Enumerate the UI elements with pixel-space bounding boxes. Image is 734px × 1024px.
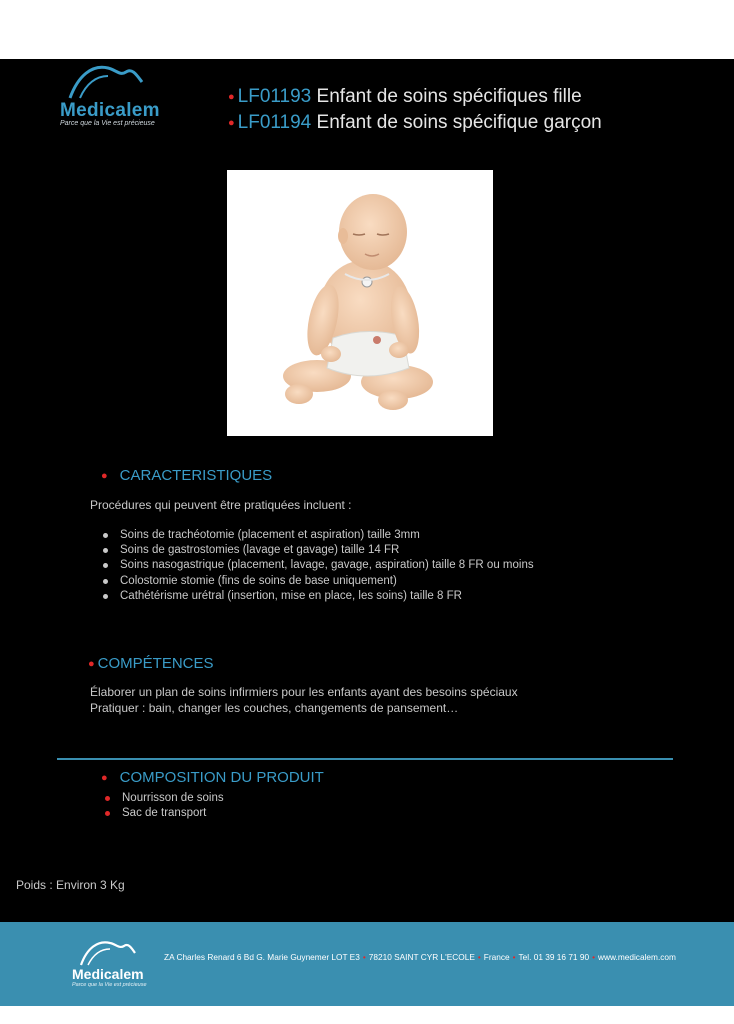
section-heading-caracteristiques [101, 467, 272, 484]
address-city: 78210 SAINT CYR L'ECOLE [368, 952, 475, 962]
list-item: Soins de trachéotomie (placement et aspiration) taille 3mm [102, 528, 534, 543]
bullet-icon: ● [101, 470, 108, 483]
footer-address [164, 952, 676, 962]
address-street: ZA Charles Renard 6 Bd G. Marie Guynemer LOT E3 [164, 952, 360, 962]
address-country: France [483, 952, 510, 962]
product-name: Enfant de soins spécifiques fille [316, 86, 582, 108]
section-heading-composition [101, 769, 324, 786]
product-ref: LF01194 [237, 112, 312, 134]
brand-name: Medicalem [72, 966, 144, 982]
baby-manikin-image [227, 170, 493, 436]
bullet-icon: ● [88, 658, 95, 671]
brand-tagline: Parce que la Vie est précieuse [72, 982, 147, 988]
section-divider [57, 758, 673, 760]
logo-swoosh-icon [78, 938, 138, 968]
bullet-icon: ● [228, 117, 235, 129]
caracteristiques-intro: Procédures qui peuvent être pratiquées incluent : [90, 498, 352, 512]
separator-dot-icon: • [362, 952, 366, 962]
list-item: Soins nasogastrique (placement, lavage, gavage, aspiration) taille 8 FR ou moins [102, 558, 534, 573]
separator-dot-icon: • [592, 952, 595, 962]
logo-swoosh-icon [66, 62, 146, 102]
list-item: Sac de transport [104, 806, 224, 821]
product-titles [228, 84, 602, 136]
product-name: Enfant de soins spécifique garçon [316, 112, 602, 134]
separator-dot-icon: • [512, 952, 516, 962]
bullet-icon: ● [228, 91, 235, 103]
website-link[interactable]: www.medicalem.com [598, 952, 676, 962]
product-ref: LF01193 [237, 86, 312, 108]
caracteristiques-list [102, 528, 534, 604]
list-item: Cathétérisme urétral (insertion, mise en place, les soins) taille 8 FR [102, 589, 534, 604]
section-heading-competences [88, 655, 214, 672]
product-photo [227, 170, 493, 436]
competences-line: Pratiquer : bain, changer les couches, changements de pansement… [90, 701, 459, 715]
brand-name: Medicalem [60, 100, 160, 121]
list-item: Colostomie stomie (fins de soins de base uniquement) [102, 574, 534, 589]
composition-list [104, 791, 224, 821]
heading-text: COMPOSITION DU PRODUIT [119, 769, 324, 786]
address-phone: Tel. 01 39 16 71 90 [518, 952, 590, 962]
footer-logo [72, 938, 154, 994]
heading-text: CARACTERISTIQUES [119, 467, 273, 484]
competences-line: Élaborer un plan de soins infirmiers pour les enfants ayant des besoins spéciaux [90, 685, 518, 699]
brand-logo [58, 62, 176, 128]
product-title [228, 84, 602, 110]
heading-text: COMPÉTENCES [97, 655, 214, 672]
weight-info: Poids : Environ 3 Kg [16, 878, 125, 892]
list-item: Nourrisson de soins [104, 791, 224, 806]
product-title [228, 110, 602, 136]
list-item: Soins de gastrostomies (lavage et gavage) taille 14 FR [102, 543, 534, 558]
separator-dot-icon: • [477, 952, 481, 962]
brand-tagline: Parce que la Vie est précieuse [60, 120, 155, 127]
bullet-icon: ● [101, 772, 108, 785]
